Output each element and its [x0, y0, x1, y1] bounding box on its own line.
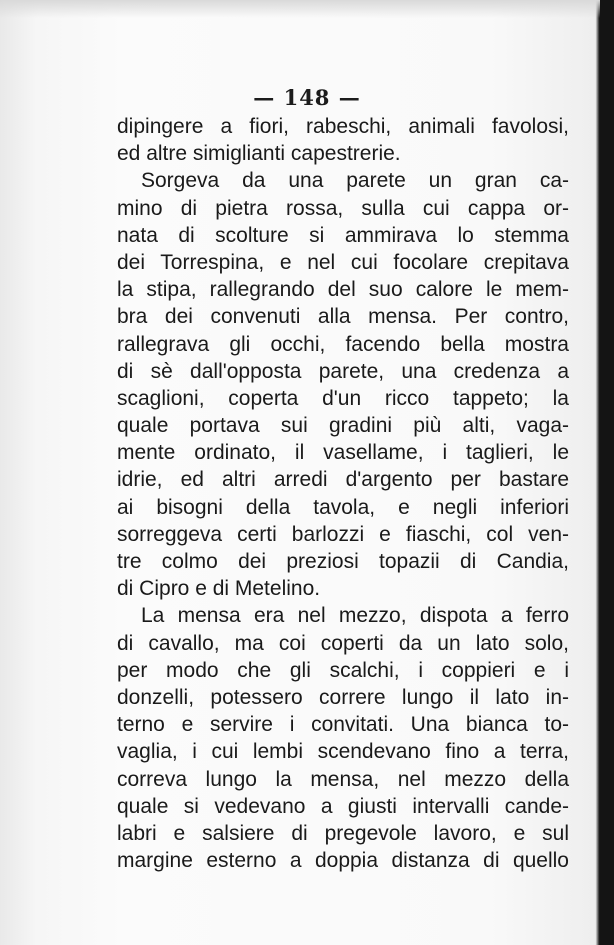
- text-line: di Cipro e di Metelino.: [117, 577, 321, 601]
- text-line: margine esterno a doppia distanza di quello: [117, 849, 569, 873]
- text-line: scaglioni, coperta d'un ricco tappeto; la: [117, 386, 569, 410]
- body-text: [117, 113, 569, 874]
- text-line: di sè dall'opposta parete, una credenza a: [117, 359, 569, 383]
- text-line: nata di scolture si ammirava lo stemma: [117, 223, 569, 247]
- text-line: mino di pietra rossa, sulla cui cappa or-: [117, 196, 569, 220]
- book-spine-edge: [600, 0, 614, 945]
- page-top-shadow: [0, 0, 614, 18]
- text-line: correva lungo la mensa, nel mezzo della: [117, 767, 569, 791]
- text-line: per modo che gli scalchi, i coppieri e i: [117, 658, 569, 682]
- text-line: donzelli, potessero correre lungo il lato in-: [117, 685, 569, 709]
- text-line: rallegrava gli occhi, facendo bella mostra: [117, 332, 569, 356]
- text-line: Sorgeva da una parete un gran ca-: [141, 169, 569, 193]
- text-line: tre colmo dei preziosi topazii di Candia,: [117, 550, 569, 573]
- text-line: La mensa era nel mezzo, dispota a ferro: [141, 604, 569, 628]
- text-line: ai bisogni della tavola, e negli inferiori: [117, 495, 569, 519]
- text-line: la stipa, rallegrando del suo calore le mem-: [117, 278, 569, 302]
- page-number: — 148 —: [253, 85, 361, 110]
- text-line: ed altre simiglianti capestrerie.: [117, 142, 401, 166]
- text-line: terno e servire i convitati. Una bianca to-: [117, 713, 569, 737]
- text-line: vaglia, i cui lembi scendevano fino a terra,: [117, 740, 569, 764]
- text-line: idrie, ed altri arredi d'argento per bastare: [117, 468, 569, 492]
- text-line: mente ordinato, il vasellame, i taglieri, le: [117, 441, 569, 465]
- text-line: quale portava sui gradini più alti, vaga-: [117, 414, 569, 438]
- text-line: dei Torrespina, e nel cui focolare crepitava: [117, 250, 569, 274]
- text-line: labri e salsiere di pregevole lavoro, e sul: [117, 821, 569, 845]
- text-line: quale si vedevano a giusti intervalli cande-: [117, 794, 569, 818]
- text-line: dipingere a fiori, rabeschi, animali favolosi,: [117, 115, 569, 138]
- text-line: bra dei convenuti alla mensa. Per contro,: [117, 305, 569, 329]
- text-line: di cavallo, ma coi coperti da un lato solo,: [117, 631, 569, 655]
- text-line: sorreggeva certi barlozzi e fiaschi, col ven-: [117, 522, 569, 546]
